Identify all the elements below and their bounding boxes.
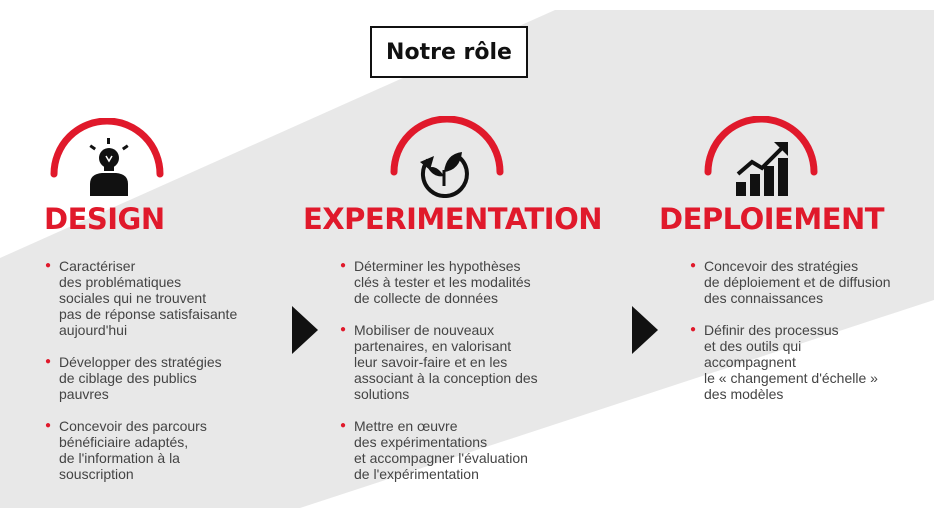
design-heading: DESIGN xyxy=(44,202,165,236)
list-item: ● Concevoir des stratégies de déploiement et de diffusion des connaissances xyxy=(690,258,930,306)
list-item: ● Développer des stratégies de ciblage des publics pauvres xyxy=(45,354,285,402)
plant-cycle-icon xyxy=(416,142,472,198)
deploiement-list xyxy=(690,258,930,418)
page-title: Notre rôle xyxy=(370,26,528,78)
arrow-right-icon xyxy=(632,306,658,354)
list-item: ● Mobiliser de nouveaux partenaires, en valorisant leur savoir-faire et en les associant à la conception des solutions xyxy=(340,322,590,402)
list-item: ● Déterminer les hypothèses clés à tester et les modalités de collecte de données xyxy=(340,258,590,306)
lightbulb-person-icon xyxy=(86,138,132,196)
list-item: ● Concevoir des parcours bénéficiaire adaptés, de l'information à la souscription xyxy=(45,418,285,482)
design-list xyxy=(45,258,285,498)
list-item: ● Définir des processus et des outils qui accompagnent le « changement d'échelle » des modèles xyxy=(690,322,930,402)
experimentation-heading: EXPERIMENTATION xyxy=(303,202,603,236)
arrow-right-icon xyxy=(292,306,318,354)
deploiement-heading: DEPLOIEMENT xyxy=(659,202,885,236)
experimentation-list xyxy=(340,258,590,498)
list-item: ● Caractériser des problématiques sociales qui ne trouvent pas de réponse satisfaisante aujourd'hui xyxy=(45,258,285,338)
growth-chart-icon xyxy=(734,140,790,198)
list-item: ● Mettre en œuvre des expérimentations et accompagner l'évaluation de l'expérimentation xyxy=(340,418,590,482)
